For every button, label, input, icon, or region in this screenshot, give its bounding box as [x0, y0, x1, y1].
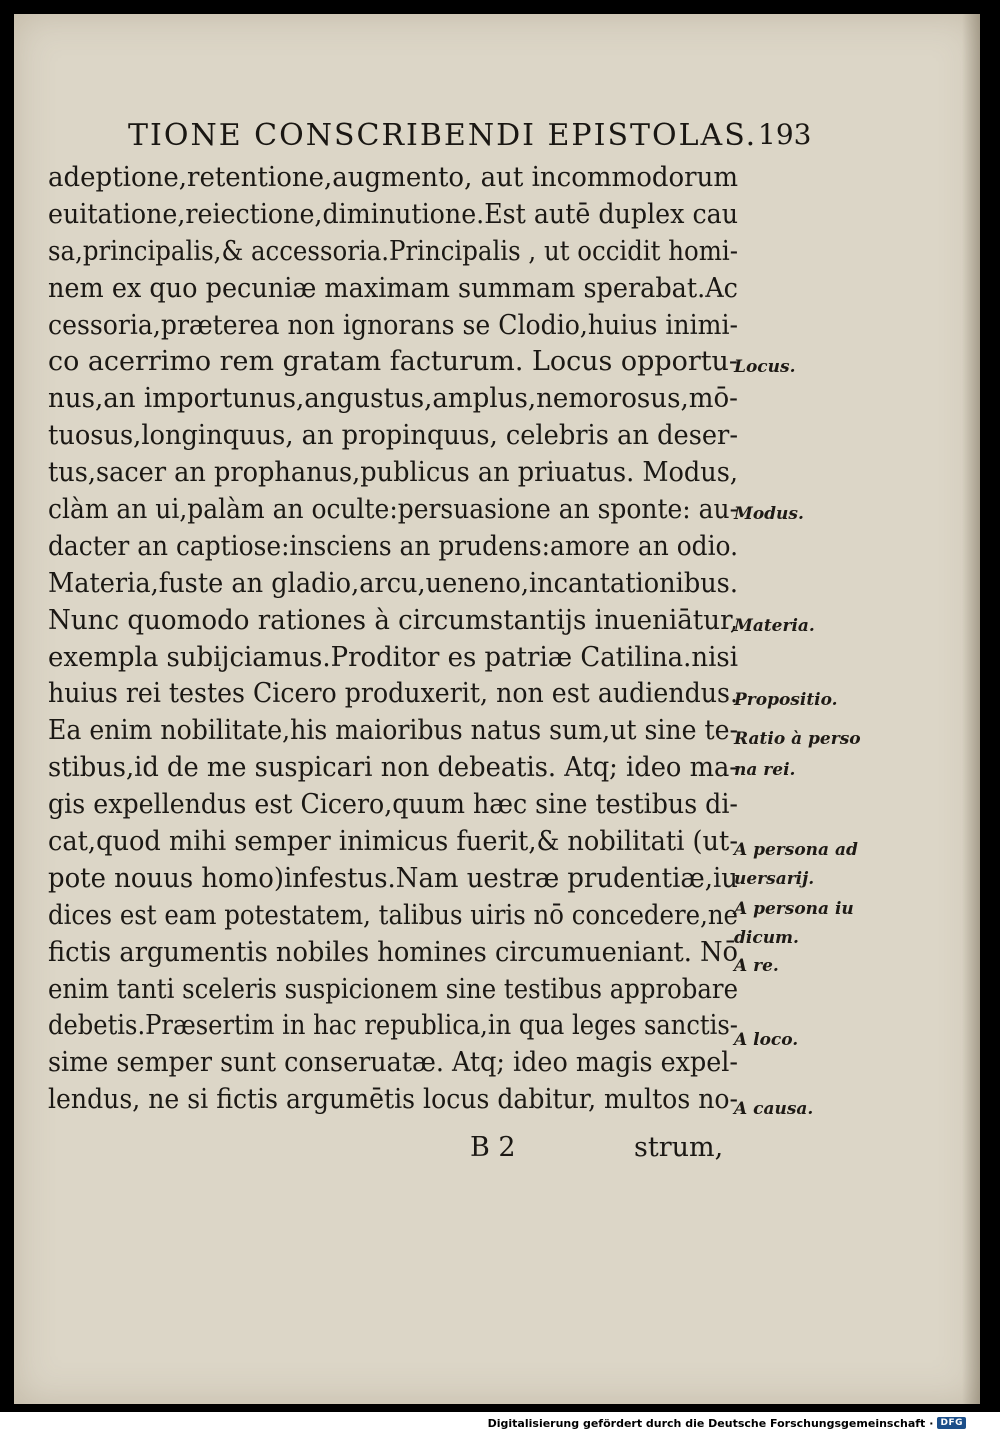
folio-number: 193	[758, 118, 812, 151]
marginal-note: Modus.	[734, 504, 804, 524]
text-line: clàm an ui,palàm an oculte:persuasione an sponte: au-	[48, 494, 739, 526]
catchword: strum,	[634, 1132, 724, 1163]
text-line: sime semper sunt conseruatæ. Atq; ideo magis expel-	[48, 1047, 738, 1079]
text-line: nus,an importunus,angustus,amplus,nemorosus,mō-	[48, 383, 738, 415]
credit-text: Digitalisierung gefördert durch die Deutsche Forschungsgemeinschaft	[487, 1416, 926, 1430]
text-line: Nunc quomodo rationes à circumstantijs inueniātur,	[48, 604, 739, 636]
text-line: gis expellendus est Cicero,quum hæc sine testibus di-	[48, 789, 738, 821]
text-line: adeptione,retentione,augmento, aut incommodorum	[48, 162, 738, 193]
marginal-note: na rei.	[734, 760, 796, 780]
text-line: fictis argumentis nobiles homines circumueniant. Nō	[48, 936, 739, 968]
text-line: dacter an captiose:insciens an prudens:amore an odio.	[48, 530, 739, 562]
text-line: stibus,id de me suspicari non debeatis. Atq; ideo ma-	[48, 752, 738, 784]
text-line: lendus, ne si fictis argumētis locus dabitur, multos no-	[48, 1084, 739, 1116]
marginal-note: Ratio à perso	[734, 729, 861, 749]
text-line: huius rei testes Cicero produxerit, non est audiendus.	[48, 678, 738, 710]
text-line: co acerrimo rem gratam facturum. Locus opportu-	[48, 346, 739, 378]
text-line: tuosus,longinquus, an propinquus, celebris an deser-	[48, 420, 739, 452]
text-line: cat,quod mihi semper inimicus fuerit,& nobilitati (ut-	[48, 826, 739, 858]
marginal-note: A causa.	[734, 1099, 814, 1119]
digitization-credit	[488, 1414, 966, 1432]
dfg-logo-icon: DFG	[937, 1417, 966, 1429]
marginal-note: A re.	[734, 956, 779, 976]
text-line: debetis.Præsertim in hac republica,in qua leges sanctis-	[48, 1010, 738, 1042]
marginal-note: Materia.	[734, 616, 815, 636]
marginal-note: A persona ad	[734, 840, 858, 860]
text-line: enim tanti sceleris suspicionem sine testibus approbare	[48, 973, 739, 1005]
marginal-note: Locus.	[734, 357, 796, 377]
body-text	[48, 160, 748, 1119]
text-line: euitatione,reiectione,diminutione.Est autē duplex cau	[48, 198, 738, 230]
text-line: exempla subijciamus.Proditor es patriæ Catilina.nisi	[48, 641, 738, 673]
text-line: tus,sacer an prophanus,publicus an priuatus. Modus,	[48, 457, 739, 489]
text-line: pote nouus homo)infestus.Nam uestræ prudentiæ,iu	[48, 862, 738, 894]
separator-dot: ·	[929, 1416, 934, 1430]
text-line: nem ex quo pecuniæ maximam summam sperabat.Ac	[48, 272, 738, 304]
text-line: sa,principalis,& accessoria.Principalis , ut occidit homi-	[48, 235, 738, 267]
marginal-note: A persona iu	[734, 899, 854, 919]
book-page	[14, 14, 980, 1404]
marginal-note: uersarij.	[734, 869, 815, 889]
marginal-note: dicum.	[734, 928, 799, 948]
text-line: Ea enim nobilitate,his maioribus natus sum,ut sine te-	[48, 715, 739, 747]
signature-mark: B 2	[470, 1132, 516, 1163]
text-line: cessoria,præterea non ignorans se Clodio,huius inimi-	[48, 309, 739, 341]
marginal-note: A loco.	[734, 1030, 799, 1050]
text-line: Materia,fuste an gladio,arcu,ueneno,incantationibus.	[48, 567, 738, 599]
text-line: dices est eam potestatem, talibus uiris nō concedere,ne	[48, 899, 739, 931]
running-head: TIONE CONSCRIBENDI EPISTOLAS.	[128, 118, 758, 153]
marginal-note: Propositio.	[734, 690, 838, 710]
